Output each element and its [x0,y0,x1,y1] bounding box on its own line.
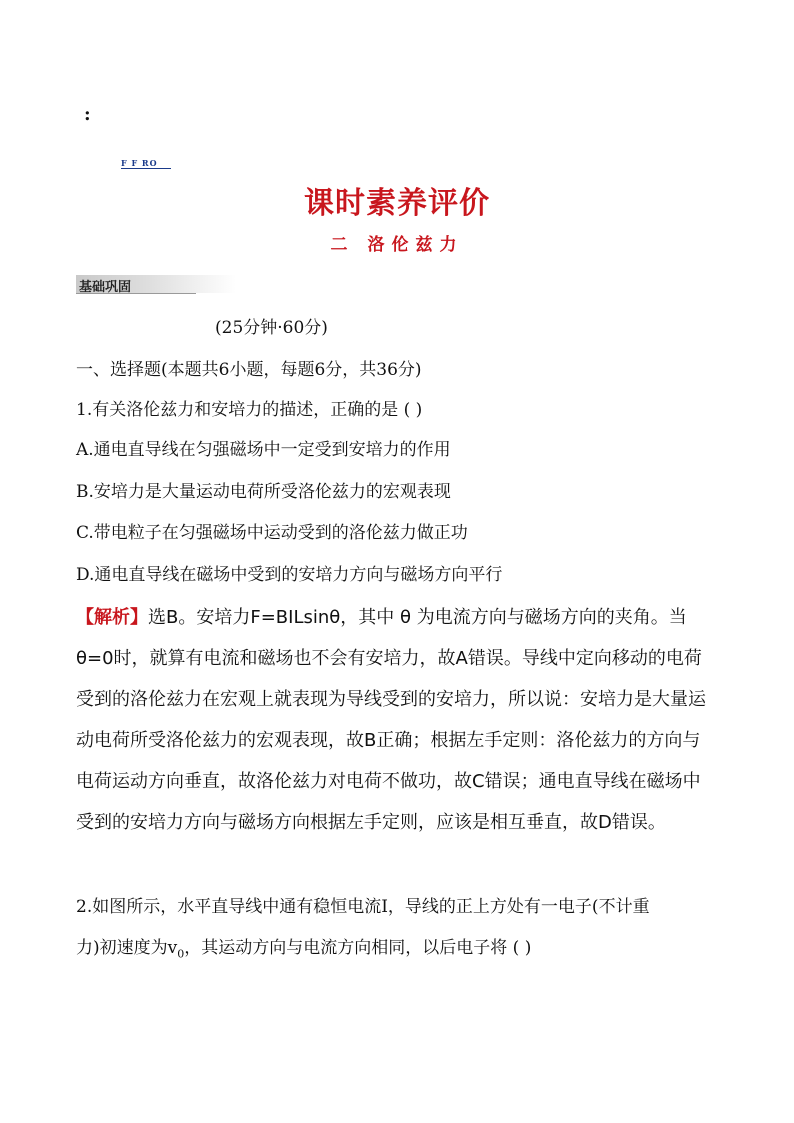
q1-option-d: D.通电直导线在磁场中受到的安培力方向与磁场方向平行 [76,565,503,585]
analysis-tag: 【解析】 [76,607,148,628]
q2-stem-line1: 2.如图所示，水平直导线中通有稳恒电流I，导线的正上方处有一电子(不计重 [76,897,650,917]
q2-subscript: 0 [177,947,185,961]
q2-stem-line2 [76,936,716,966]
time-score: (25分钟·60分) [215,318,328,338]
q1-option-b: B.安培力是大量运动电荷所受洛伦兹力的宏观表现 [76,482,451,502]
header-small-mark: F F RO [121,158,171,169]
part1-heading: 一、选择题(本题共6小题，每题6分，共36分) [76,360,422,380]
q2-line2-after: ，其运动方向与电流方向相同，以后电子将 ( ) [184,938,532,958]
section-tab-label: 基础巩固 [79,280,132,295]
q1-option-c: C.带电粒子在匀强磁场中运动受到的洛伦兹力做正功 [76,523,468,543]
page-subtitle: 二 洛伦兹力 [330,235,464,255]
analysis-text: 选B。安培力F=BILsinθ，其中 θ 为电流方向与磁场方向的夹角。当θ=0时，就算有电流和磁场也不会有安培力，故A错误。导线中定向移动的电荷受到的洛伦兹力在宏观上就表现为导线受到的安培力，所以说：安培力是大量运动电荷所受洛伦兹力的宏观表现，故B正确；根据左手定则：洛伦兹力的方向与电荷运动方向垂直，故洛伦兹力对电荷不做功，故C错误；通电直导线在磁场中受到的安培力方向与磁场方向根据左手定则，应该是相互垂直，故D错误。 [76,607,706,833]
q1-stem: 1.有关洛伦兹力和安培力的描述，正确的是 ( ) [76,400,423,420]
colon-mark: : [84,104,91,125]
page-title: 课时素养评价 [304,186,490,221]
q1-option-a: A.通电直导线在匀强磁场中一定受到安培力的作用 [76,440,451,460]
q2-line2-before: 力)初速度为v [76,938,178,958]
section-tab-basic [76,275,236,293]
q1-analysis [76,597,716,843]
